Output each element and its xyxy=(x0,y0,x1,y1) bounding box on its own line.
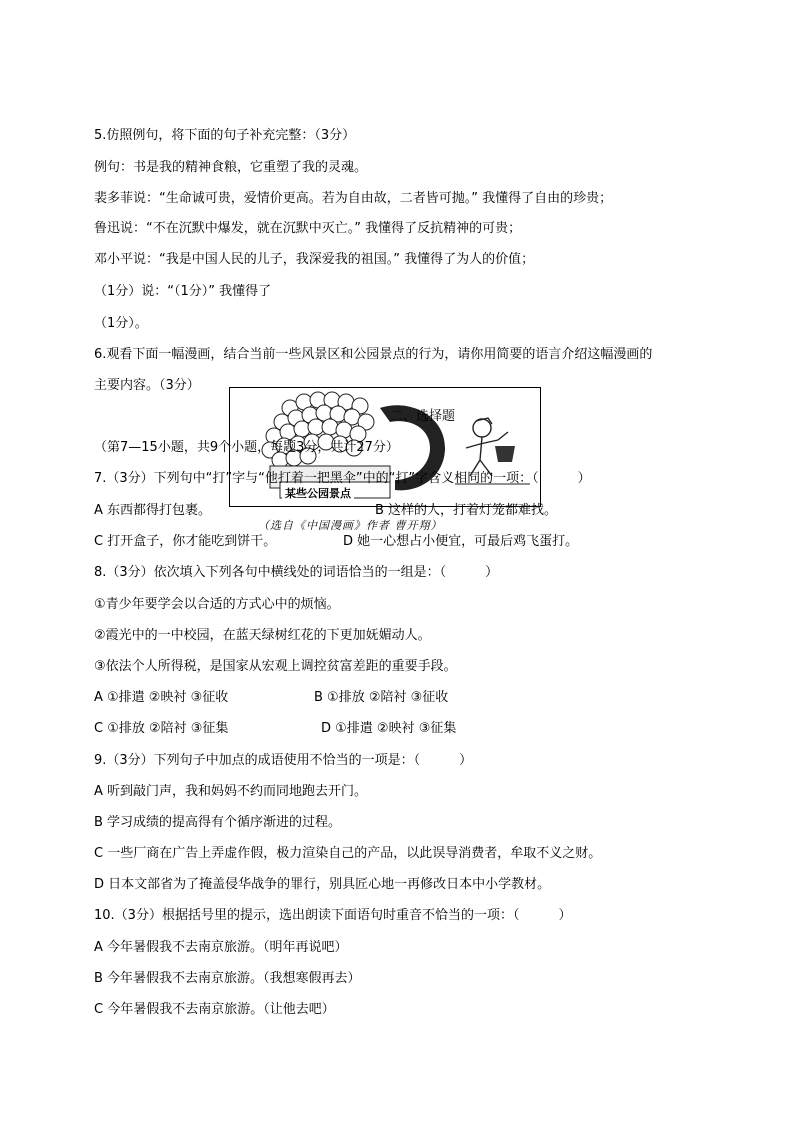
q8-sentence-1: ①青少年要学会以合适的方式心中的烦恼。 xyxy=(94,597,340,612)
q5-blank-2: （1分）。 xyxy=(94,316,148,331)
q5-example: 例句：书是我的精神食粮，它重塑了我的灵魂。 xyxy=(94,160,368,175)
q8-title: 8.（3分）依次填入下列各句中横线处的词语恰当的一组是：（ ） xyxy=(94,565,499,580)
q10-option-b: B 今年暑假我不去南京旅游。（我想寒假再去） xyxy=(94,971,361,986)
q5-line-1: 裴多菲说：“生命诚可贵，爱情价更高。若为自由故，二者皆可抛。” 我懂得了自由的珍贵； xyxy=(94,191,613,206)
q8-option-c: C ①排放 ②陪衬 ③征集 xyxy=(94,721,229,736)
q10-title: 10.（3分）根据括号里的提示，选出朗读下面语句时重音不恰当的一项：（ ） xyxy=(94,908,572,923)
q8-option-d: D ①排遣 ②映衬 ③征集 xyxy=(321,721,457,736)
cartoon-sign: 某些公园景点 xyxy=(282,485,354,501)
q5-title: 5.仿照例句，将下面的句子补充完整：（3分） xyxy=(94,128,356,143)
cartoon-caption: （选自《中国漫画》作者 曹开翔） xyxy=(258,519,443,532)
section-note: （第7—15小题，共9个小题，每题3分，共计27分） xyxy=(94,440,399,455)
q7-title: 7.（3分）下列句中“打”字与“他打着一把黑伞”中的“打”字含义相同的一项：（ ） xyxy=(94,471,591,486)
q5-line-2: 鲁迅说：“不在沉默中爆发，就在沉默中灭亡。” 我懂得了反抗精神的可贵； xyxy=(94,221,522,236)
q8-option-b: B ①排放 ②陪衬 ③征收 xyxy=(314,690,449,705)
q10-option-a: A 今年暑假我不去南京旅游。（明年再说吧） xyxy=(94,940,348,955)
q8-sentence-3: ③依法个人所得税，是国家从宏观上调控贫富差距的重要手段。 xyxy=(94,659,457,674)
q10-option-c: C 今年暑假我不去南京旅游。（让他去吧） xyxy=(94,1002,335,1017)
q9-option-c: C 一些厂商在广告上弄虚作假，极力渲染自己的产品，以此误导消费者，牟取不义之财。 xyxy=(94,846,602,861)
q5-blank-1: （1分）说：“（1分）” 我懂得了 xyxy=(94,284,272,299)
q7-option-b: B 这样的人，打着灯笼都难找。 xyxy=(375,503,558,518)
q7-option-c: C 打开盒子，你才能吃到饼干。 xyxy=(94,534,277,549)
q7-option-a: A 东西都得打包裹。 xyxy=(94,503,212,518)
q9-option-b: B 学习成绩的提高得有个循序渐进的过程。 xyxy=(94,815,342,830)
q7-option-d: D 她一心想占小便宜，可最后鸡飞蛋打。 xyxy=(343,534,579,549)
q6-line-2: 主要内容。（3分） xyxy=(94,378,200,393)
q5-line-3: 邓小平说：“我是中国人民的儿子，我深爱我的祖国。” 我懂得了为人的价值； xyxy=(94,252,535,267)
q6-line-1: 6.观看下面一幅漫画，结合当前一些风景区和公园景点的行为，请你用简要的语言介绍这幅漫画的 xyxy=(94,347,653,362)
q8-option-a: A ①排遣 ②映衬 ③征收 xyxy=(94,690,229,705)
q9-title: 9.（3分）下列句子中加点的成语使用不恰当的一项是：（ ） xyxy=(94,753,473,768)
q9-option-a: A 听到敲门声，我和妈妈不约而同地跑去开门。 xyxy=(94,784,368,799)
q9-option-d: D 日本文部省为了掩盖侵华战争的罪行，别具匠心地一再修改日本中小学教材。 xyxy=(94,877,551,892)
section-heading: 二、选择题 xyxy=(390,409,456,424)
q8-sentence-2: ②霞光中的一中校园，在蓝天绿树红花的下更加妩媚动人。 xyxy=(94,628,431,643)
